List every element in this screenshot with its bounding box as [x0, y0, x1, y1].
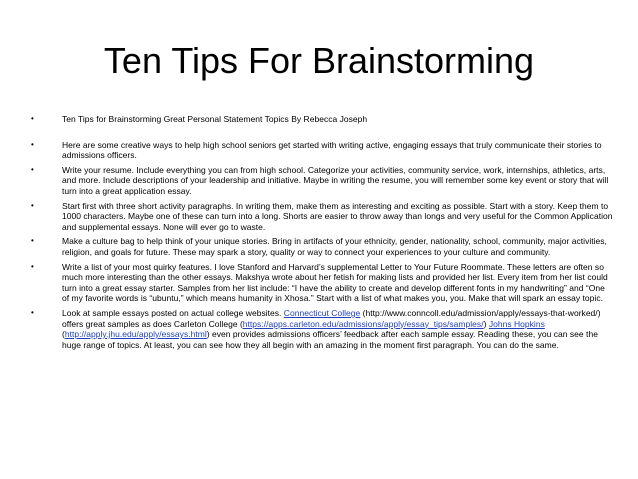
bullet-item [28, 262, 613, 304]
bullet-dot-icon: • [31, 114, 34, 123]
bullet-text: Here are some creative ways to help high school seniors get started with writing active, engaging essays that truly communicate their stories to admissions officers. [62, 139, 602, 161]
slide-title: Ten Tips For Brainstorming [103, 40, 535, 81]
bullet-item [28, 165, 613, 197]
johns-hopkins-link[interactable]: Johns Hopkins [488, 318, 545, 329]
bullet-dot-icon: • [31, 261, 34, 271]
bullet-text: Make a culture bag to help think of your unique stories. Bring in artifacts of your ethnicity, gender, nationality, school, community, major activities, religion, and goals for future. These may spark a story, quality or way to connect your experiences to your culture and community. [62, 236, 607, 257]
bullet-text: Start first with three short activity paragraphs. In writing them, make them as interesting and exciting as possible. Start with a story. Keep them to 1000 characters. Maybe one of these can turn into a long. Shorts are easier to throw away than longs and very useful for the Common Application and supplemental essays. None will ever go to waste. [62, 200, 613, 232]
carleton-samples-link[interactable]: https://apps.carleton.edu/admissions/apply/essay_tips/samples/ [242, 318, 484, 329]
bullet-list [28, 114, 613, 354]
bullet-text-segment: Look at sample essays posted on actual college websites. [62, 307, 284, 318]
bullet-item [28, 140, 613, 161]
bullet-item [28, 114, 613, 125]
bullet-dot-icon: • [31, 307, 34, 317]
bullet-dot-icon: • [31, 164, 34, 174]
bullet-dot-icon: • [31, 139, 34, 149]
bullet-item [28, 236, 613, 257]
bullet-dot-icon: • [31, 200, 34, 210]
bullet-item [28, 201, 613, 233]
bullet-text-segment: ) [483, 318, 489, 329]
bullet-text-segment: ) even provides admissions officers’ feedback after each sample essay. Reading these, you can see the huge range of topics. At least, you can see how they all begin with an amazing in the moment first paragraph. You can do the same. [62, 329, 598, 350]
jhu-essays-link[interactable]: http://apply.jhu.edu/apply/essays.html [64, 329, 207, 340]
bullet-text: Write your resume. Include everything you can from high school. Categorize your activities, community service, work, internships, athletics, arts, and more. Include descriptions of your leadership and initiative. Maybe in writing the resume, you will remember some key event or story that will turn into a great application essay. [62, 164, 609, 196]
bullet-text: Ten Tips for Brainstorming Great Personal Statement Topics By Rebecca Joseph [62, 114, 368, 124]
bullet-text-segment: ( [62, 329, 65, 340]
bullet-text-segment: (http://www.conncoll.edu/admission/apply/essays-that-worked/) offers great samples as does Carleton College ( [62, 307, 601, 329]
connecticut-college-link[interactable]: Connecticut College [283, 307, 361, 318]
bullet-dot-icon: • [31, 236, 34, 246]
bullet-item [28, 308, 613, 350]
bullet-text: Write a list of your most quirky features. I love Stanford and Harvard’s supplemental Letter to Your Future Roommate. These letters are often so much more interesting than the other essays. Makshya wrote about her fetish for making lists and provided her list. Every item from her list could turn into a great essay starter. Samples from her list include: “I have the ability to create and develop different fonts in my handwriting” and “One of my favorite words is “ubuntu,” which means humanity in Xhosa.” Start with a list of what makes you, you. Make that will spark an essay topic. [62, 261, 608, 304]
